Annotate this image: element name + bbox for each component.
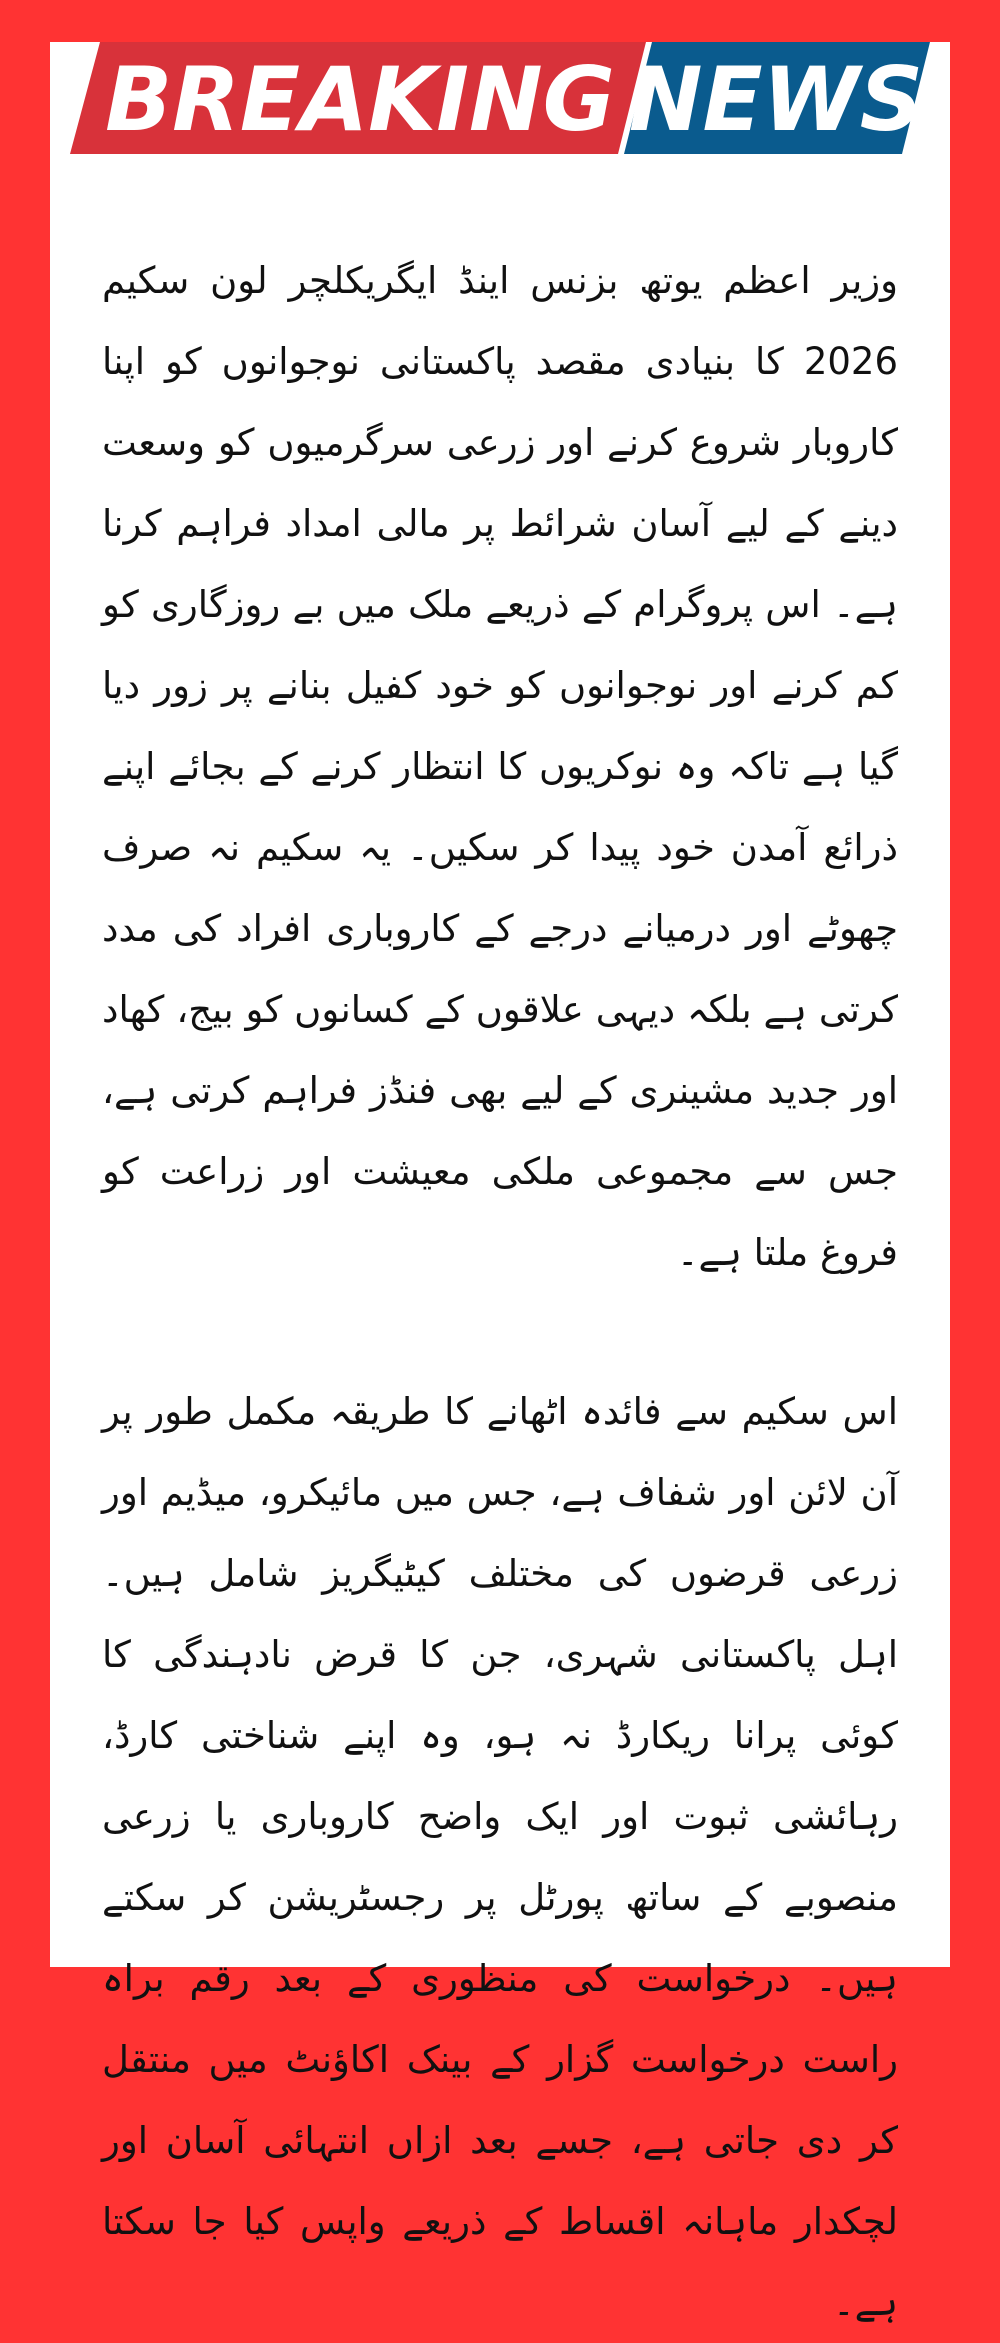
breaking-news-graphic: [70, 42, 930, 154]
banner-word-news: NEWS: [628, 48, 924, 151]
article-paragraph-2: اس سکیم سے فائدہ اٹھانے کا طریقہ مکمل طور پر آن لائن اور شفاف ہے، جس میں مائیکرو، میڈیم اور زرعی قرضوں کی مختلف کیٹیگریز شامل ہیں۔ اہل پاکستانی شہری، جن کا قرض نادہندگی کا کوئی پرانا ریکارڈ نہ ہو، وہ اپنے شناختی کارڈ، رہائشی ثبوت اور ایک واضح کاروباری یا زرعی منصوبے کے ساتھ پورٹل پر رجسٹریشن کر سکتے ہیں۔ درخواست کی منظوری کے بعد رقم براہ راست درخواست گزار کے بینک اکاؤنٹ میں منتقل کر دی جاتی ہے، جسے بعد ازاں انتہائی آسان اور لچکدار ماہانہ اقساط کے ذریعے واپس کیا جا سکتا ہے۔: [102, 1390, 898, 2324]
article-body: [80, 240, 920, 2343]
article-paragraph-1: وزیر اعظم یوتھ بزنس اینڈ ایگریکلچر لون سکیم 2026 کا بنیادی مقصد پاکستانی نوجوانوں کو اپنا کاروبار شروع کرنے اور زرعی سرگرمیوں کو وسعت دینے کے لیے آسان شرائط پر مالی امداد فراہم کرنا ہے۔ اس پروگرام کے ذریعے ملک میں بے روزگاری کو کم کرنے اور نوجوانوں کو خود کفیل بنانے پر زور دیا گیا ہے تاکہ وہ نوکریوں کا انتظار کرنے کے بجائے اپنے ذرائع آمدن خود پیدا کر سکیں۔ یہ سکیم نہ صرف چھوٹے اور درمیانے درجے کے کاروباری افراد کی مدد کرتی ہے بلکہ دیہی علاقوں کے کسانوں کو بیج، کھاد اور جدید مشینری کے لیے بھی فنڈز فراہم کرتی ہے، جس سے مجموعی ملکی معیشت اور زراعت کو فروغ ملتا ہے۔: [102, 259, 898, 1274]
news-card: [50, 42, 950, 2324]
banner-word-breaking: BREAKING: [105, 48, 615, 151]
breaking-news-banner: [70, 42, 930, 154]
